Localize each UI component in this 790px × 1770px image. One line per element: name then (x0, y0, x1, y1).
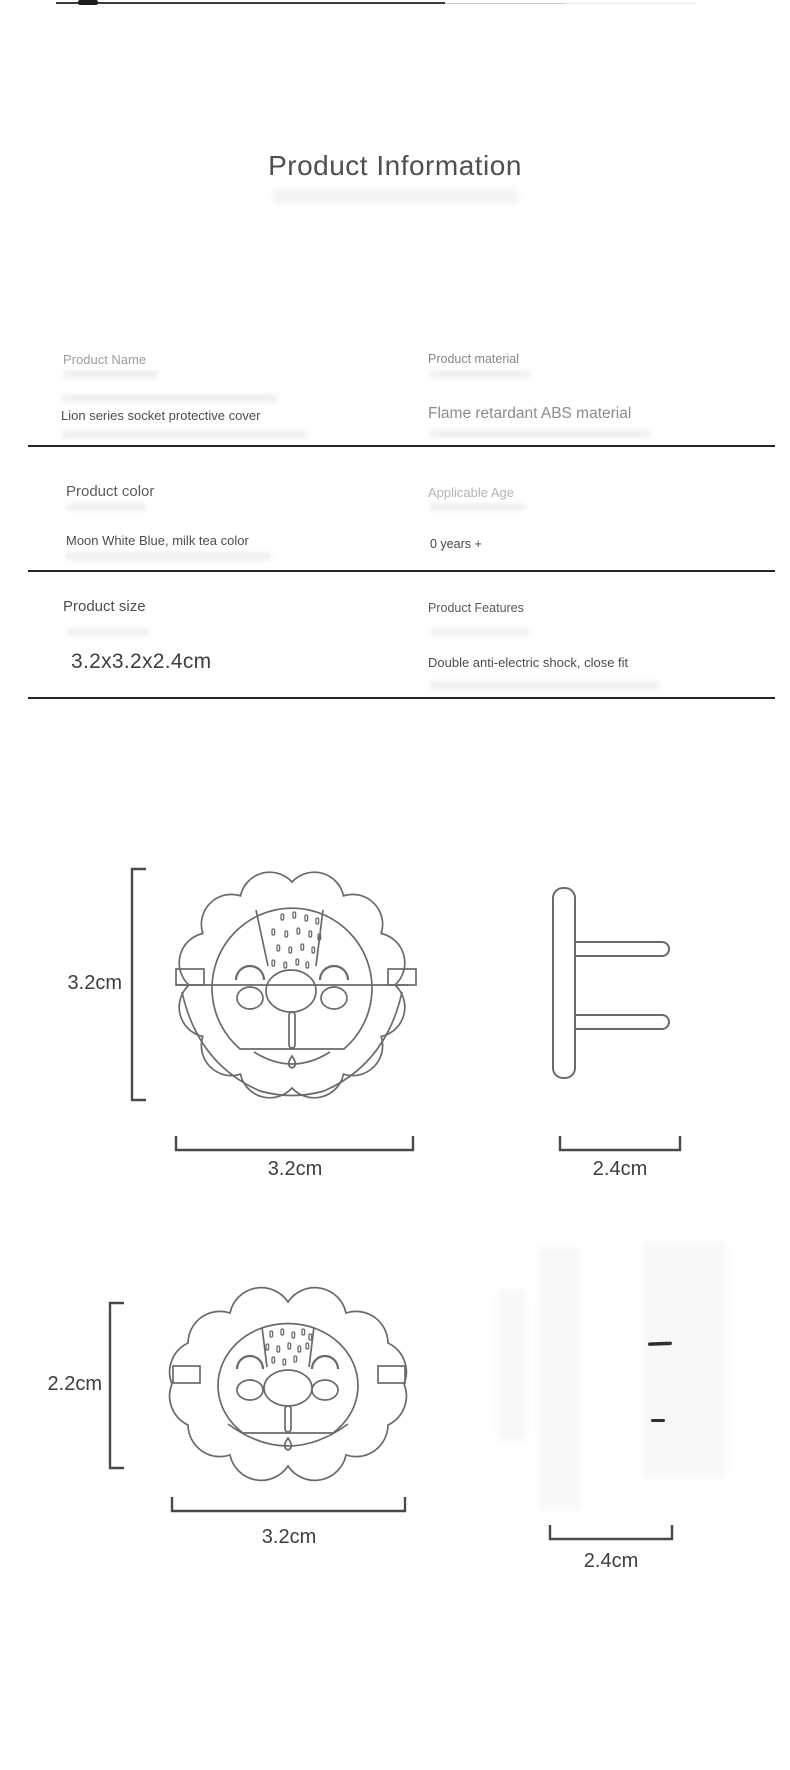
plug-pin-top (574, 942, 669, 956)
mane-inner-arc-left (182, 992, 260, 1091)
spec-value-product-size: 3.2x3.2x2.4cm (71, 650, 212, 673)
mane-inner-arc-bottom (228, 1424, 348, 1446)
cheek-right (321, 987, 347, 1009)
ghost-text (66, 628, 151, 636)
nose-stem (289, 1012, 295, 1048)
side-width-bracket (560, 1136, 680, 1150)
mane-inner-arc-right (324, 992, 402, 1091)
spec-label-applicable-age: Applicable Age (428, 485, 515, 500)
table-divider-2 (28, 570, 775, 572)
eye-right (320, 966, 348, 980)
side-tab-right-top (378, 1366, 405, 1383)
cheek-left-top (237, 1380, 263, 1400)
nose-top (264, 1370, 312, 1406)
cheek-right-top (312, 1380, 338, 1400)
spec-value-product-color: Moon White Blue, milk tea color (66, 533, 249, 548)
cheek-left (237, 987, 263, 1009)
erased-watermark-under-title (273, 189, 518, 204)
side-bottom-width-bracket (550, 1525, 672, 1539)
dimension-label-top-width: 3.2cm (261, 1526, 317, 1548)
top-view-lion-drawing (170, 1288, 407, 1481)
plug-plate (553, 888, 575, 1078)
ghost-text (63, 370, 158, 379)
top-height-bracket (110, 1303, 124, 1468)
dimension-label-side-width: 2.4cm (592, 1158, 648, 1180)
dimension-label-top-height: 2.2cm (47, 1373, 102, 1395)
spec-label-product-color: Product color (66, 483, 155, 500)
ghost-text (430, 370, 530, 379)
photo-remnant-dashes (648, 1342, 672, 1422)
front-height-bracket (132, 869, 146, 1100)
dimension-label-front-width: 3.2cm (267, 1158, 323, 1180)
ghost-text (430, 503, 525, 511)
ghost-text (62, 394, 277, 403)
ghost-text (430, 429, 650, 438)
nose (266, 970, 316, 1012)
eye-right-top (312, 1356, 338, 1369)
ghost-text (66, 503, 146, 511)
top-edge-artifact-blob (78, 0, 98, 5)
spec-label-product-material: Product material (428, 352, 520, 366)
ghost-text (430, 681, 660, 690)
eye-left-top (237, 1356, 263, 1369)
spec-value-product-features: Double anti-electric shock, close fit (428, 655, 629, 670)
front-width-bracket (176, 1136, 413, 1150)
chin-arc (254, 1052, 330, 1064)
dimension-label-side-bottom-width: 2.4cm (583, 1550, 639, 1572)
table-divider-1 (28, 445, 775, 447)
top-edge-artifact-tail-faint (565, 3, 695, 4)
side-tab-left-top (173, 1366, 200, 1383)
spec-value-applicable-age: 0 years + (430, 537, 482, 551)
top-edge-artifact-tail (445, 3, 565, 4)
mane-speckles (272, 912, 321, 968)
top-width-bracket (172, 1497, 405, 1511)
side-view-plug-drawing (553, 888, 669, 1078)
spec-label-product-features: Product Features (428, 601, 524, 615)
dimension-label-front-height: 3.2cm (67, 972, 122, 994)
spec-label-product-name: Product Name (63, 352, 147, 367)
technical-drawing-canvas (0, 850, 790, 1610)
table-divider-3 (28, 697, 775, 699)
front-view-lion-drawing (176, 872, 416, 1098)
lion-face-outline-top (218, 1324, 358, 1433)
chin-teardrop (289, 1056, 296, 1068)
spec-value-product-name: Lion series socket protective cover (61, 408, 261, 423)
ghost-text (62, 430, 307, 439)
mane-speckles-top (266, 1329, 312, 1365)
spec-value-product-material: Flame retardant ABS material (428, 405, 632, 422)
ghost-text (66, 552, 271, 561)
plug-pin-bottom (574, 1015, 669, 1029)
lion-mane-outline-top (170, 1288, 407, 1481)
eye-left (236, 966, 264, 980)
page-title: Product Information (268, 150, 522, 181)
spec-label-product-size: Product size (63, 598, 146, 615)
chin-teardrop-top (285, 1438, 292, 1450)
ghost-text (430, 628, 530, 636)
top-edge-artifact-line (56, 2, 445, 4)
nose-stem-top (285, 1406, 291, 1432)
